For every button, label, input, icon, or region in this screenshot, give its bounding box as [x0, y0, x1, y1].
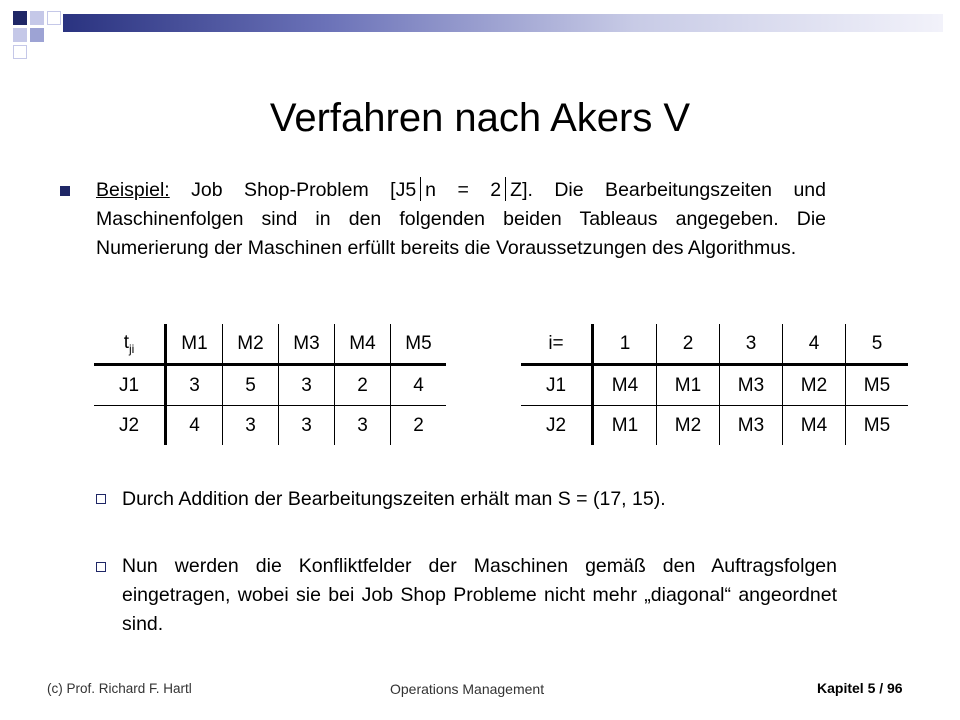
decor-square — [13, 28, 27, 42]
table-cell: 4 — [189, 414, 200, 436]
table-cell: 4 — [391, 365, 447, 406]
table-cell: 2 — [335, 365, 391, 406]
column-header: M3 — [279, 324, 335, 365]
table-cell: M2 — [783, 365, 846, 406]
table-cell: 3 — [279, 406, 335, 446]
decor-square — [30, 28, 44, 42]
table-row — [94, 365, 446, 406]
table-cell: M1 — [657, 365, 720, 406]
column-header: 3 — [720, 324, 783, 365]
column-header: M4 — [335, 324, 391, 365]
square-bullet-icon — [60, 186, 70, 196]
machine-sequence-table — [521, 324, 908, 445]
bullet-text: Nun werden die Konfliktfelder der Maschinen gemäß den Auftragsfolgen eingetragen, wobei sie bei Job Shop Probleme nicht mehr „diagonal“ angeordnet sind. — [122, 555, 837, 635]
table-corner: i= — [521, 324, 593, 365]
column-header: 2 — [657, 324, 720, 365]
intro-text-2: n = 2 — [425, 179, 502, 201]
row-header: J2 — [94, 406, 166, 446]
table-cell: 3 — [335, 406, 391, 446]
table-row — [521, 365, 908, 406]
table-cell: M3 — [720, 406, 783, 446]
example-label: Beispiel: — [96, 179, 170, 201]
column-header: 1 — [593, 324, 657, 365]
decor-square — [13, 45, 27, 59]
table-cell: 5 — [223, 365, 279, 406]
table-cell: 2 — [391, 406, 447, 446]
table-cell: M4 — [593, 365, 657, 406]
hollow-square-bullet-icon — [96, 562, 106, 572]
row-header: J2 — [521, 406, 593, 446]
row-header: J1 — [521, 365, 593, 406]
decor-square — [13, 11, 27, 25]
separator-bar — [420, 177, 421, 201]
table-cell: M4 — [783, 406, 846, 446]
bullet-text: Durch Addition der Bearbeitungszeiten erhält man S = (17, 15). — [122, 488, 666, 510]
column-header: 5 — [846, 324, 909, 365]
footer-author: (c) Prof. Richard F. Hartl — [47, 681, 192, 696]
table-cell: 3 — [223, 406, 279, 446]
processing-times-table — [94, 324, 446, 445]
column-header: M2 — [223, 324, 279, 365]
intro-text-3: Z]. Die Bearbeitungszeiten und Maschinenfolgen sind in den folgenden beiden Tableaus angegeben. Die Numerierung der Maschinen erfüllt bereits die Voraussetzungen des Algorithmus. — [96, 179, 826, 259]
table-cell: M5 — [846, 406, 909, 446]
hollow-square-bullet-icon — [96, 494, 106, 504]
decor-square — [30, 11, 44, 25]
header-gradient-bar — [63, 14, 943, 32]
footer-course: Operations Management — [390, 681, 545, 697]
row-header: J1 — [94, 365, 166, 406]
column-header: M1 — [166, 324, 223, 365]
slide-title: Verfahren nach Akers V — [269, 96, 691, 140]
table-cell: 3 — [166, 365, 223, 406]
table-cell: M2 — [657, 406, 720, 446]
table-cell: M5 — [846, 365, 909, 406]
separator-bar — [505, 177, 506, 201]
table-corner: $t_{ji}$ — [94, 324, 166, 365]
decor-square — [47, 11, 61, 25]
column-header: 4 — [783, 324, 846, 365]
table-cell: M3 — [720, 365, 783, 406]
table-cell: M1 — [611, 414, 639, 436]
table-cell: 3 — [279, 365, 335, 406]
footer-page-number: Kapitel 5 / 96 — [817, 680, 903, 696]
column-header: M5 — [391, 324, 447, 365]
table-row — [521, 406, 908, 446]
table-row — [94, 406, 446, 446]
intro-paragraph — [96, 176, 826, 263]
intro-text-1: Job Shop-Problem [J5 — [169, 179, 417, 201]
